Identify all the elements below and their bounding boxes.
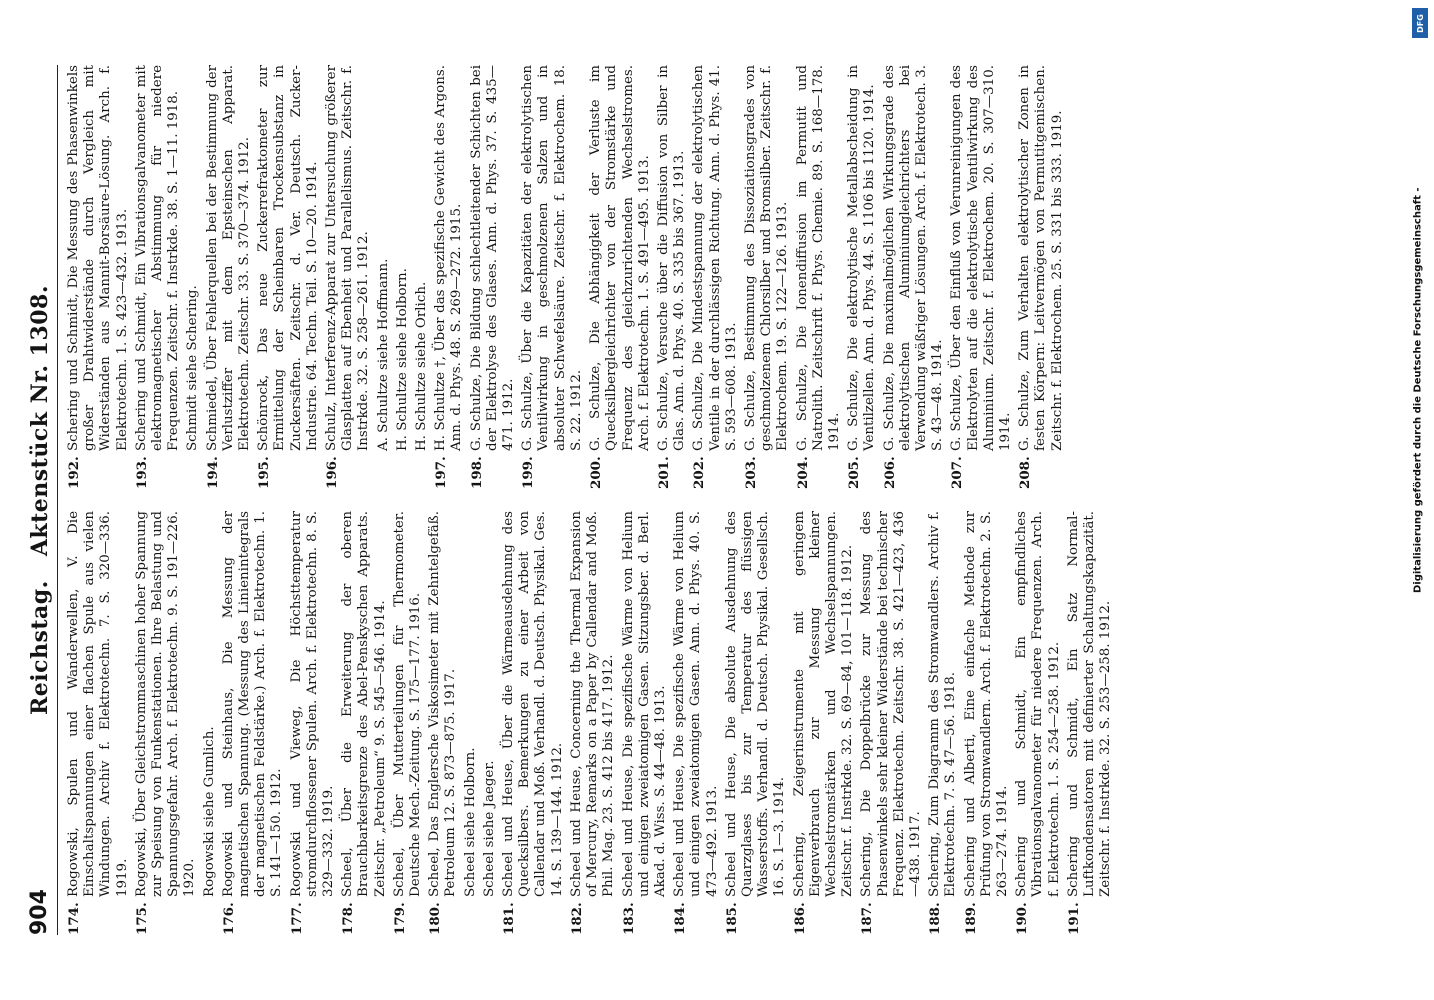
entry-text: H. Schultze siehe Holborn. [394,268,410,451]
entry-text: G. Schulze, Die Bildung schlechtleitender Schichten bei der Elektrolyse des Glases. Ann. d. Phys. 37. S. 435—471. 1912. [468,65,517,451]
entry-number: 198. [468,456,485,489]
entry-number [463,897,479,935]
entry-number: 200. [588,456,605,489]
dfg-logo [1412,8,1428,38]
dfg-logo-text: DFG [1415,13,1425,33]
entry-number [414,451,430,489]
entry-number: 189. [962,902,979,935]
bibliography-entry [963,511,1012,935]
entry-number: 186. [791,902,808,935]
entry-number: 182. [568,902,585,935]
entry-number: 208. [1017,456,1034,489]
bibliography-entry [482,511,498,935]
digitization-credit: Digitalisierung gefördert durch die Deutsche Forschungsgemeinschaft - [1412,187,1424,594]
bibliography-entry [724,511,789,935]
bibliography-entry [66,65,131,489]
entry-text: Scheel, Über die Erweiterung der oberen Brauchbarkeitsgrenze des Abel-Penskyschen Apparats. Zeitschr. „Petroleum“ 9. S. 545—546. 1914. [340,511,388,897]
running-title [27,65,53,935]
entry-text: Scheel und Heuse, Concerning the Thermal Expansion of Mercury, Remarks on a Paper by Callendar and Moß. Phil. Mag. 23. S. 412 bis 417. 1912. [568,511,617,897]
entry-number: 179. [391,902,408,935]
entry-text: Scheel siehe Holborn. [462,747,478,897]
bibliography-entry [221,511,286,935]
entry-text: Schmidt siehe Schering. [185,285,201,451]
right-column [66,65,1396,489]
entry-text: Scheel und Heuse, Die spezifische Wärme von Helium und einigen zweiatomigen Gasen. Ann. d. Phys. 40. S. 473—492. 1913. [672,511,720,897]
running-title-right: Aktenstück Nr. 1308. [27,284,53,557]
bibliography-entry [202,511,218,935]
bibliography-entry [376,65,392,489]
entry-text: Schering und Schmidt, Ein empfindliches Vibrationsgalvanometer für niedere Frequenzen. Arch. f. Elektrotechn. 1. S. 254—258. 1912. [1014,511,1062,897]
bibliography-entry [205,65,254,489]
bibliography-entry [289,511,338,935]
entry-number: 195. [256,456,273,489]
bibliography-entry [588,65,653,489]
running-title-left: Reichstag. [27,580,53,716]
entry-text: Scheel und Heuse, Die spezifische Wärme von Helium und einigen zweiatomigen Gasen. Sitzungsber. d. Berl. Akad. d. Wiss. S. 44—48. 1913. [620,511,668,897]
entry-text: Rogowski siehe Gumlich. [201,726,217,897]
entry-number: 194. [204,456,221,489]
entry-number: 190. [1014,902,1031,935]
entry-number: 205. [846,456,863,489]
bibliography-entry [949,65,1014,489]
bibliography-entry [859,511,924,935]
entry-number: 184. [672,902,689,935]
entry-number: 174. [66,902,82,935]
page-number: 904 [27,889,52,935]
entry-text: G. Schulze, Über den Einfluß von Verunreinigungen des Elektrolyten auf die elektrolytische Ventilwirkung des Aluminium. Zeitschr. f. Elektrochem. 20. S. 307—310. 1914. [949,65,1013,451]
bibliography-entry [1017,65,1066,489]
entry-text: G. Schulze, Über die Kapazitäten der elektrolytischen Ventilwirkung in geschmolzenen Salzen und in absoluter Schwefelsäure. Zeitschr. f. Elektrochem. 18. S. 22. 1912. [520,65,584,451]
entry-text: G. Schulze, Zum Verhalten elektrolytischer Zonen in festen Körpern: Leitvermögen von Permutitgemischen. Zeitschr. f. Elektrochem. 25. S. 331 bis 333. 1919. [1017,65,1065,451]
bibliography-entry [1014,511,1063,935]
entry-number [185,451,201,489]
entry-text: Schmiedel, Über Fehlerquellen bei der Bestimmung der Verlustziffer mit dem Epsteinschen Apparat. Elektrotechn. Zeitschr. 33. S. 370—374. 1912. [204,65,253,451]
entry-text: G. Schulze, Versuche über die Diffusion von Silber in Glas. Ann. d. Phys. 40. S. 335 bis 367. 1913. [655,65,688,451]
entry-text: Schering und Schmidt, Ein Vibrationsgalvanometer mit elektromagnetischer Abstimmung für niedere Frequenzen. Zeitschr. f. Instrkde. 38. S. 1—11. 1918. [133,65,182,451]
entry-text: H. Schultze †, Über das spezifische Gewicht des Argons. Ann. d. Phys. 48. S. 269—272. 1915. [433,65,465,451]
bibliography-entry [882,65,947,489]
entry-number: 187. [859,902,876,935]
entry-text: Scheel und Heuse, Die absolute Ausdehnung des Quarzglases bis zur Temperatur des flüssigen Wasserstoffs. Verhandl. d. Deutsch. Physikal. Gesellsch. 16. S. 1—3. 1914. [723,511,788,897]
entry-text: A. Schultze siehe Hoffmann. [375,258,391,451]
entry-text: G. Schulze, Die elektrolytische Metallabscheidung in Ventilzellen. Ann. d. Phys. 44. S. 1106 bis 1120. 1914. [846,65,878,451]
bibliography-entry [469,65,518,489]
bibliography-entry [392,511,424,935]
entry-text: G. Schulze, Die Mindestspannung der elektrolytischen Ventile in der durchlässigen Richtung. Ann. d. Phys. 41. S. 593—608. 1913. [691,65,739,451]
entry-number: 196. [324,456,341,489]
bibliography-entry [66,511,131,935]
entry-number: 207. [949,456,966,489]
entry-number: 202. [691,456,708,489]
bibliography-entry [795,65,844,489]
entry-text: Schulz, Interferenz-Apparat zur Untersuchung größerer Glasplatten auf Ebenheit und Parallelismus. Zeitschr. f. Instrkde. 32. S. 258—261. 1912. [324,65,372,451]
entry-number: 191. [1065,902,1082,935]
entry-number [202,897,218,935]
bibliography-entry [846,65,878,489]
entry-text: Schering und Schmidt, Ein Satz Normal-Luftkondensatoren mit definierter Schaltungskapazität. Zeitschr. f. Instrkde. 32. S. 253—258. 1912. [1065,511,1114,897]
entry-text: Schönrock, Das neue Zuckerrefraktometer zur Ermittelung der Scheinbaren Trockensubstanz in Zuckersäften. Zeitschr. d. Ver. Deutsch. Zucker-Industrie. 64. Techn. Teil. S. 10—20. 1914. [256,65,320,451]
bibliography-entry [185,65,201,489]
entry-number: 201. [655,456,672,489]
entry-text: Scheel und Heuse, Über die Wärmeausdehnung des Quecksilbers. Bemerkungen zu einer Arbeit von Callendar und Moß. Verhandl. d. Deutsch. Physikal. Ges. 14. S. 139—144. 1912. [501,511,565,897]
entry-number: 176. [220,902,237,935]
entry-text: Scheel, Das Englersche Viskosimeter mit Zehntelgefäß. Petroleum 12. S. 873—875. 1917. [427,511,459,897]
entry-number: 185. [723,902,740,935]
bibliography-entry [520,65,585,489]
entry-number: 199. [520,456,537,489]
bibliography-entry [414,65,430,489]
entry-number [395,451,411,489]
bibliography-entry [463,511,479,935]
bibliography-entry [569,511,618,935]
entry-text: Schering und Schmidt, Die Messung des Phasenwinkels großer Drahtwiderstände durch Vergleich mit Widerständen aus Mannit-Borsäure-Lösung. Arch. f. Elektrotechn. 1. S. 423—432. 1913. [66,65,130,451]
bibliography-entry [927,511,959,935]
entry-number: 193. [133,456,150,489]
bibliography-entry [621,511,670,935]
entry-text: Schering und Alberti, Eine einfache Methode zur Prüfung von Stromwandlern. Arch. f. Elektrotechn. 2. S. 263—274. 1914. [962,511,1010,897]
entry-text: Rogowski und Steinhaus, Die Messung der magnetischen Spannung. (Messung des Linienintegrals der magnetischen Feldstärke.) Arch. f. Elektrotechn. 1. S. 141—150. 1912. [220,511,285,897]
bibliography-entry [672,511,721,935]
entry-text: Rogowski, Über Gleichstrommaschinen hoher Spannung zur Speisung von Funkenstationen. Ihre Belastung und Spannungsgefahr. Arch. f. Elektrotechn. 9. S. 191—226. 1920. [133,511,198,897]
running-head [23,65,58,935]
entry-number: 188. [927,902,944,935]
entry-number: 206. [881,456,898,489]
rotated-sheet [5,25,1405,975]
entry-number: 180. [427,902,444,935]
entry-number: 183. [620,902,637,935]
bibliography-entry [656,65,688,489]
entry-number: 178. [340,902,357,935]
entry-number [482,897,498,935]
entry-number: 203. [742,456,759,489]
entry-number: 175. [133,902,150,935]
entry-number: 197. [433,456,450,489]
bibliography-entry [691,65,740,489]
entry-text: Scheel siehe Jaeger. [481,760,497,897]
entry-number: 204. [794,456,811,489]
bibliography-entry [1066,511,1115,935]
entry-number [376,451,392,489]
bibliography-entry [792,511,857,935]
entry-number: 192. [66,456,82,489]
entry-text: G. Schulze, Die Ionendiffusion im Permutit und Natrolith. Zeitschrift f. Phys. Chemie. 89. S. 168—178. 1914. [794,65,842,451]
bibliography-entry [743,65,792,489]
bibliography-entry [134,511,199,935]
bibliography-entry [340,511,389,935]
entry-text: Schering, Zeigerinstrumente mit geringem Eigenverbrauch zur Messung kleiner Wechselstromstärken und Wechselspannungen. Zeitschr. f. Instrkde. 32. S. 69—84, 101—118. 1912. [791,511,856,897]
entry-text: G. Schulze, Die maximalmöglichen Wirkungsgrade des elektrolytischen Aluminiumgleichrichters bei Verwendung wäßriger Lösungen. Arch. f. Elektrotech. 3. S. 43—48. 1914. [881,65,946,451]
entry-text: G. Schulze, Bestimmung des Dissoziationsgrades von geschmolzenem Chlorsilber und Bromsilber. Zeitschr. f. Elektrochem. 19. S. 122—126. 1913. [742,65,791,451]
entry-text: Scheel, Über Mutterteilungen für Thermometer. Deutsche Mech.-Zeitung. S. 175—177. 1916. [391,511,424,897]
bibliography-entry [427,511,459,935]
entry-text: H. Schultze siehe Orlich. [414,281,430,451]
bibliography-entry [256,65,321,489]
entry-text: Schering, Die Doppelbrücke zur Messung des Phasenwinkels sehr kleiner Widerstände bei technischer Frequenz. Elektrotechn. Zeitschr. 38. S. 421—423, 436—438. 1917. [859,511,923,897]
bibliography-entry [395,65,411,489]
bibliography-entry [134,65,183,489]
entry-text: G. Schulze, Die Abhängigkeit der Verluste im Quecksilbergleichrichter von der Stromstärke und Frequenz des gleichzurichtenden Wechselstromes. Arch. f. Elektrotechn. 1. S. 491—495. 1913. [588,65,652,451]
bibliography-entry [324,65,373,489]
entry-number: 177. [288,902,305,935]
entry-text: Schering, Zum Diagramm des Stromwandlers. Archiv f. Elektrotechn. 7. S. 47—56. 1918. [927,511,959,897]
bibliography-entry [501,511,566,935]
bibliography-entry [433,65,465,489]
entry-columns [66,65,1396,935]
entry-number: 181. [501,902,518,935]
entry-text: Rogowski und Vieweg, Die Höchsttemperatur stromdurchflossener Spulen. Arch. f. Elektrotechn. 8. S. 329—332. 1919. [288,511,337,897]
entry-text: Rogowski, Spulen und Wanderwellen, V. Die Einschaltspannungen einer flachen Spule aus vielen Windungen. Archiv f. Elektrotechn. 7. S. 320—336. 1919. [66,511,130,897]
left-column [66,511,1396,935]
